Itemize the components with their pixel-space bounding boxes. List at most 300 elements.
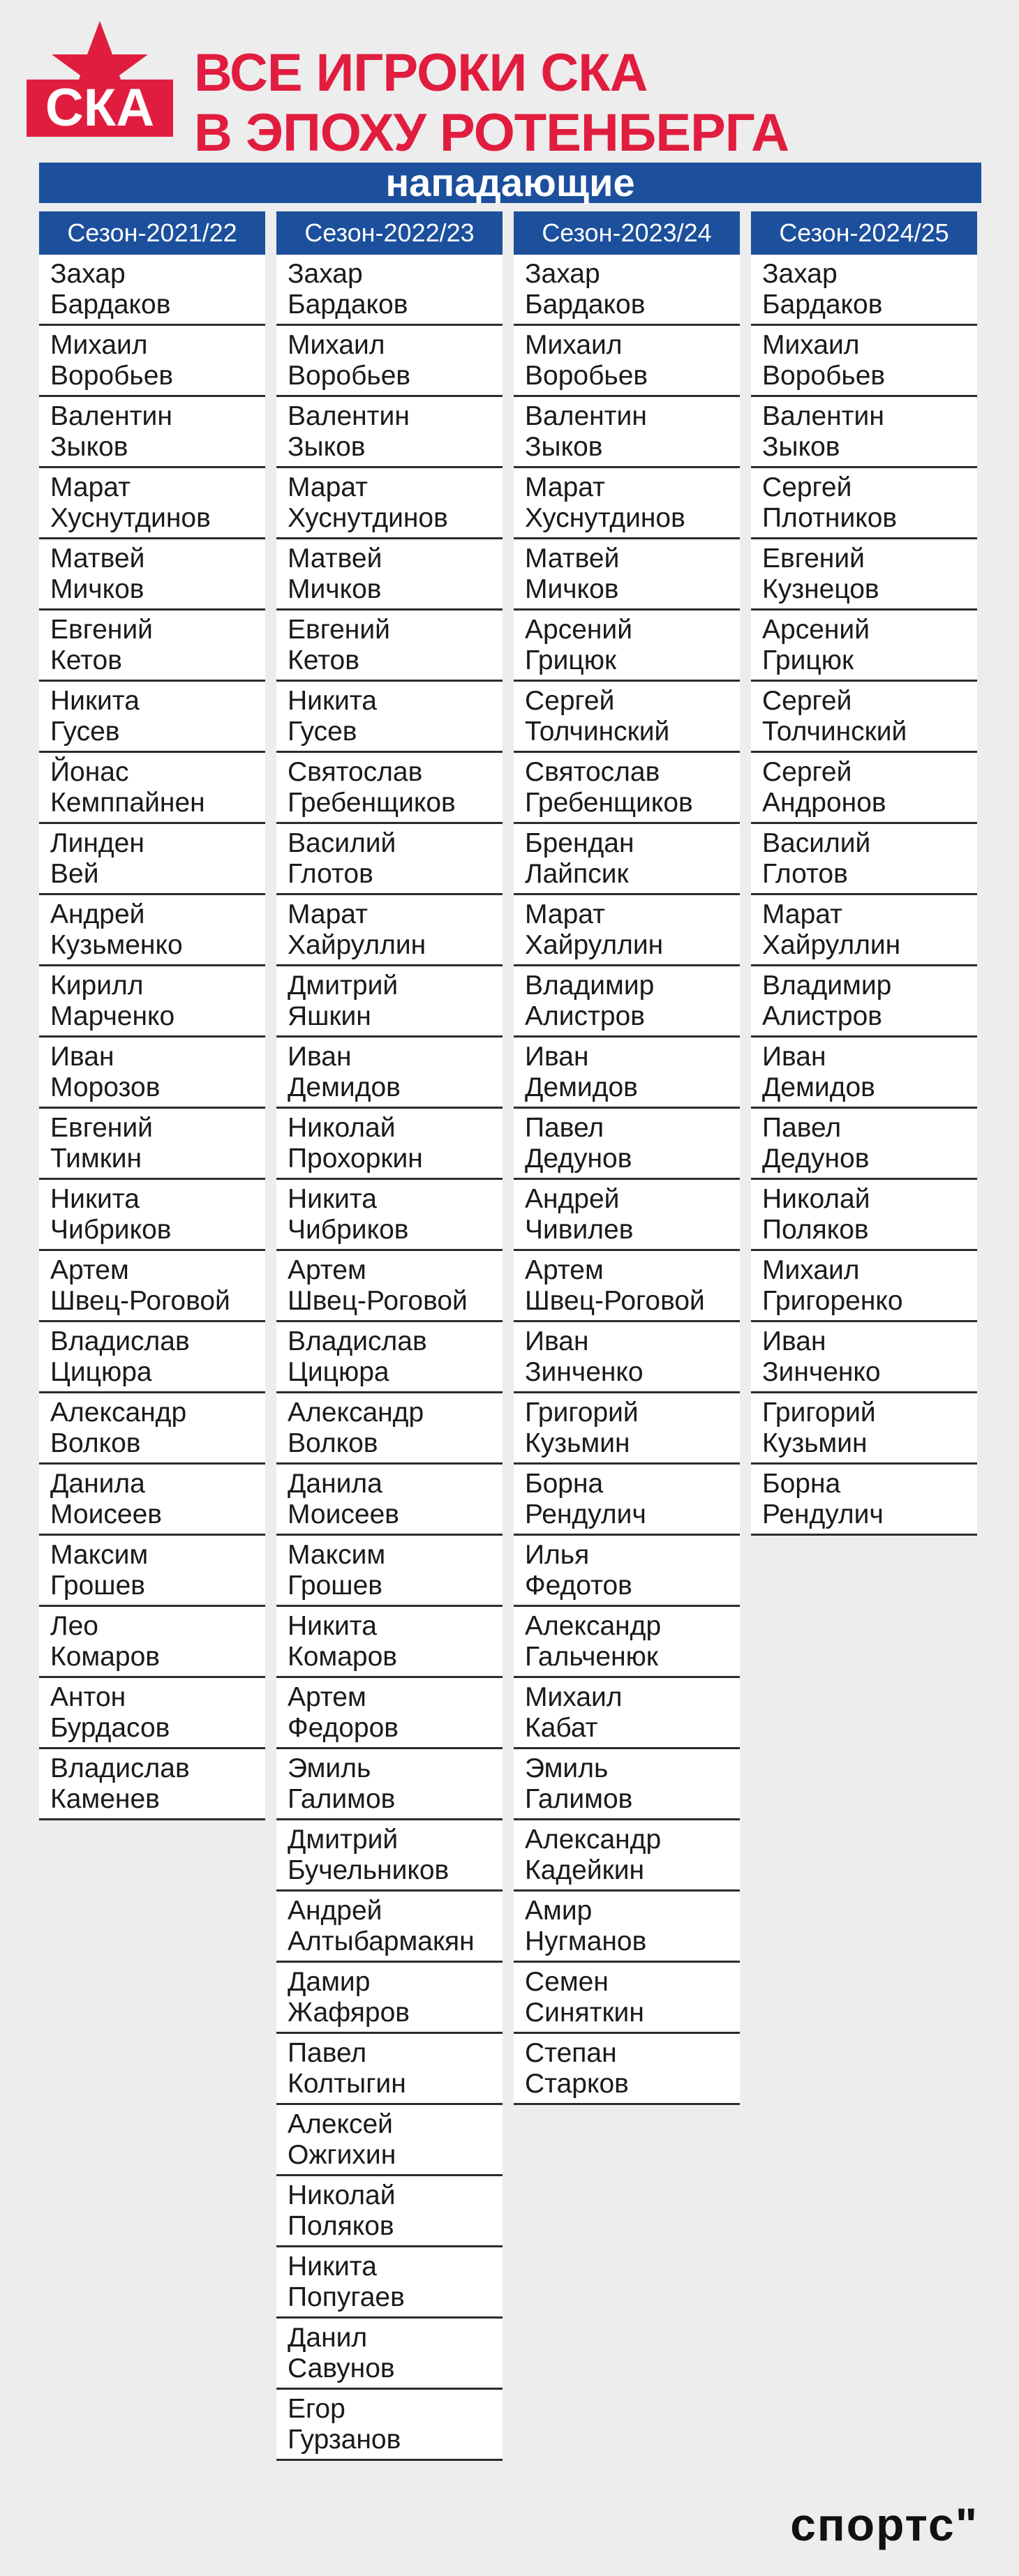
player-first-name: Данил <box>288 2322 368 2353</box>
player-cell <box>276 2105 503 2176</box>
player-last-name: Воробьев <box>525 360 648 391</box>
player-cell <box>39 895 265 966</box>
player-last-name: Федоров <box>288 1712 399 1743</box>
player-first-name: Валентин <box>525 400 647 431</box>
player-first-name: Михаил <box>525 329 623 360</box>
player-first-name: Сергей <box>762 756 852 787</box>
player-first-name: Николай <box>762 1183 870 1214</box>
player-cell <box>39 1038 265 1109</box>
player-last-name: Кабат <box>525 1712 598 1743</box>
player-first-name: Никита <box>288 1183 377 1214</box>
player-last-name: Зыков <box>525 431 603 462</box>
player-first-name: Иван <box>525 1041 589 1072</box>
player-cell <box>751 255 977 326</box>
player-last-name: Глотов <box>762 858 848 889</box>
player-last-name: Зыков <box>288 431 366 462</box>
player-last-name: Каменев <box>50 1783 160 1814</box>
player-last-name: Дедунов <box>525 1143 632 1174</box>
player-first-name: Арсений <box>525 614 633 645</box>
player-first-name: Владимир <box>762 970 892 1001</box>
player-last-name: Старков <box>525 2068 629 2099</box>
player-cell <box>276 1251 503 1322</box>
player-last-name: Гусев <box>288 716 357 747</box>
player-cell <box>276 1678 503 1749</box>
player-last-name: Галимов <box>288 1783 396 1814</box>
player-cell <box>276 1465 503 1536</box>
player-cell <box>39 1536 265 1607</box>
page-title <box>194 43 789 163</box>
player-first-name: Дмитрий <box>288 970 399 1001</box>
player-last-name: Швец-Роговой <box>50 1285 230 1316</box>
season-header: Сезон-2022/23 <box>276 211 503 255</box>
player-cell <box>751 966 977 1038</box>
player-last-name: Ожгихин <box>288 2139 396 2170</box>
player-cell <box>514 1393 740 1465</box>
player-last-name: Морозов <box>50 1072 161 1102</box>
player-first-name: Лео <box>50 1610 98 1641</box>
player-cell <box>514 326 740 397</box>
player-last-name: Поляков <box>762 1214 869 1245</box>
player-last-name: Хуснутдинов <box>50 502 211 533</box>
player-first-name: Максим <box>50 1539 149 1570</box>
player-cell <box>276 539 503 611</box>
player-last-name: Кузнецов <box>762 574 879 604</box>
player-first-name: Марат <box>525 899 606 929</box>
player-first-name: Илья <box>525 1539 590 1570</box>
player-last-name: Глотов <box>288 858 373 889</box>
player-last-name: Хуснутдинов <box>525 502 685 533</box>
player-last-name: Гурзанов <box>288 2424 401 2455</box>
player-cell <box>751 1322 977 1393</box>
player-cell <box>276 753 503 824</box>
player-first-name: Никита <box>288 685 377 716</box>
player-cell <box>276 2319 503 2390</box>
player-last-name: Андронов <box>762 787 886 818</box>
player-last-name: Кемппайнен <box>50 787 205 818</box>
player-first-name: Егор <box>288 2393 345 2424</box>
player-cell <box>39 1322 265 1393</box>
player-first-name: Брендан <box>525 828 634 858</box>
player-last-name: Гребенщиков <box>525 787 693 818</box>
player-cell <box>276 611 503 682</box>
player-first-name: Марат <box>288 472 369 502</box>
player-cell <box>514 1678 740 1749</box>
player-last-name: Хуснутдинов <box>288 502 448 533</box>
player-last-name: Цицюра <box>288 1356 389 1387</box>
player-cell <box>39 1109 265 1180</box>
player-cell <box>276 1109 503 1180</box>
player-last-name: Бардаков <box>762 289 883 320</box>
player-first-name: Йонас <box>50 756 129 787</box>
player-last-name: Кузьменко <box>50 929 183 960</box>
player-first-name: Александр <box>525 1610 662 1641</box>
player-first-name: Линден <box>50 828 144 858</box>
player-cell <box>514 1820 740 1892</box>
player-last-name: Попугаев <box>288 2282 405 2312</box>
player-cell <box>276 1820 503 1892</box>
player-first-name: Андрей <box>50 899 145 929</box>
player-last-name: Грошев <box>50 1570 146 1601</box>
player-cell <box>276 1892 503 1963</box>
player-first-name: Сергей <box>525 685 615 716</box>
player-last-name: Нугманов <box>525 1926 647 1956</box>
player-first-name: Эмиль <box>525 1753 609 1783</box>
player-cell <box>39 1749 265 1820</box>
player-last-name: Мичков <box>50 574 144 604</box>
player-first-name: Марат <box>50 472 131 502</box>
player-last-name: Зинченко <box>525 1356 644 1387</box>
player-cell <box>276 397 503 468</box>
player-cell <box>751 611 977 682</box>
player-first-name: Николай <box>288 2180 396 2210</box>
player-last-name: Савунов <box>288 2353 395 2383</box>
player-cell <box>39 468 265 539</box>
player-cell <box>514 753 740 824</box>
player-last-name: Толчинский <box>762 716 907 747</box>
player-last-name: Мичков <box>288 574 382 604</box>
player-first-name: Эмиль <box>288 1753 371 1783</box>
season-header: Сезон-2023/24 <box>514 211 740 255</box>
player-cell <box>276 326 503 397</box>
player-first-name: Павел <box>288 2037 367 2068</box>
player-first-name: Михаил <box>762 329 860 360</box>
player-first-name: Артем <box>50 1255 129 1285</box>
player-last-name: Рендулич <box>525 1499 646 1529</box>
player-cell <box>514 255 740 326</box>
player-last-name: Грицюк <box>762 645 854 675</box>
player-cell <box>276 966 503 1038</box>
player-first-name: Андрей <box>288 1895 382 1926</box>
player-first-name: Владислав <box>288 1326 427 1356</box>
player-cell <box>39 753 265 824</box>
player-last-name: Колтыгин <box>288 2068 406 2099</box>
player-cell <box>39 1607 265 1678</box>
player-cell <box>39 397 265 468</box>
player-cell <box>276 895 503 966</box>
player-first-name: Никита <box>288 1610 377 1641</box>
player-first-name: Марат <box>762 899 843 929</box>
player-last-name: Зинченко <box>762 1356 881 1387</box>
player-last-name: Демидов <box>762 1072 875 1102</box>
player-cell <box>276 1393 503 1465</box>
player-first-name: Сергей <box>762 685 852 716</box>
player-last-name: Рендулич <box>762 1499 884 1529</box>
title-line-2: В ЭПОХУ РОТЕНБЕРГА <box>194 103 789 163</box>
player-first-name: Михаил <box>50 329 148 360</box>
player-last-name: Григоренко <box>762 1285 903 1316</box>
player-cell <box>276 1536 503 1607</box>
player-first-name: Михаил <box>525 1682 623 1712</box>
player-first-name: Максим <box>288 1539 386 1570</box>
player-last-name: Грицюк <box>525 645 617 675</box>
title-line-1: ВСЕ ИГРОКИ СКА <box>194 43 648 103</box>
player-cell <box>751 1038 977 1109</box>
player-last-name: Хайруллин <box>288 929 426 960</box>
player-cell <box>276 255 503 326</box>
player-last-name: Зыков <box>762 431 840 462</box>
header <box>0 0 1019 163</box>
player-first-name: Данила <box>50 1468 145 1499</box>
player-last-name: Кадейкин <box>525 1855 645 1885</box>
player-first-name: Никита <box>288 2251 377 2282</box>
player-last-name: Цицюра <box>50 1356 152 1387</box>
player-first-name: Василий <box>288 828 396 858</box>
player-first-name: Матвей <box>288 543 382 574</box>
player-cell <box>514 682 740 753</box>
player-first-name: Василий <box>762 828 871 858</box>
player-last-name: Чивилев <box>525 1214 634 1245</box>
player-first-name: Борна <box>525 1468 604 1499</box>
season-column <box>39 211 265 1820</box>
player-first-name: Андрей <box>525 1183 620 1214</box>
player-first-name: Иван <box>762 1326 826 1356</box>
player-cell <box>39 682 265 753</box>
player-cell <box>514 824 740 895</box>
player-first-name: Александр <box>288 1397 424 1428</box>
player-cell <box>39 1393 265 1465</box>
player-cell <box>751 539 977 611</box>
player-last-name: Бардаков <box>50 289 171 320</box>
player-last-name: Гребенщиков <box>288 787 456 818</box>
player-last-name: Кузьмин <box>525 1428 630 1458</box>
sports-brand-logo: спортс" <box>790 2499 979 2550</box>
player-first-name: Артем <box>525 1255 604 1285</box>
player-cell <box>514 468 740 539</box>
player-first-name: Павел <box>525 1112 604 1143</box>
player-cell <box>276 2034 503 2105</box>
player-first-name: Михаил <box>288 329 385 360</box>
player-last-name: Алтыбармакян <box>288 1926 475 1956</box>
player-first-name: Захар <box>50 258 126 289</box>
player-last-name: Прохоркин <box>288 1143 423 1174</box>
player-cell <box>276 1963 503 2034</box>
player-first-name: Святослав <box>288 756 423 787</box>
player-cell <box>751 682 977 753</box>
player-first-name: Кирилл <box>50 970 144 1001</box>
player-cell <box>514 397 740 468</box>
player-last-name: Зыков <box>50 431 128 462</box>
player-first-name: Степан <box>525 2037 617 2068</box>
player-cell <box>751 824 977 895</box>
season-column <box>276 211 503 2461</box>
player-cell <box>276 1607 503 1678</box>
season-column <box>514 211 740 2105</box>
player-last-name: Грошев <box>288 1570 383 1601</box>
player-last-name: Тимкин <box>50 1143 142 1174</box>
player-first-name: Арсений <box>762 614 870 645</box>
player-last-name: Толчинский <box>525 716 670 747</box>
player-first-name: Иван <box>762 1041 826 1072</box>
player-cell <box>751 397 977 468</box>
position-banner: нападающие <box>39 163 981 203</box>
player-cell <box>39 1251 265 1322</box>
player-first-name: Григорий <box>762 1397 876 1428</box>
player-last-name: Яшкин <box>288 1001 371 1031</box>
player-cell <box>751 1393 977 1465</box>
player-last-name: Жафяров <box>288 1997 410 2028</box>
player-cell <box>39 824 265 895</box>
player-first-name: Борна <box>762 1468 841 1499</box>
player-cell <box>514 1251 740 1322</box>
player-first-name: Семен <box>525 1966 609 1997</box>
player-last-name: Демидов <box>288 1072 401 1102</box>
player-first-name: Матвей <box>525 543 620 574</box>
player-first-name: Марат <box>525 472 606 502</box>
player-first-name: Матвей <box>50 543 145 574</box>
player-cell <box>514 966 740 1038</box>
player-last-name: Чибриков <box>288 1214 409 1245</box>
player-cell <box>276 468 503 539</box>
ska-logo-icon <box>27 20 173 159</box>
player-last-name: Поляков <box>288 2210 394 2241</box>
player-cell <box>276 1749 503 1820</box>
player-last-name: Бучельников <box>288 1855 449 1885</box>
player-last-name: Комаров <box>50 1641 161 1672</box>
player-first-name: Дмитрий <box>288 1824 399 1855</box>
player-first-name: Иван <box>288 1041 352 1072</box>
player-first-name: Евгений <box>50 1112 153 1143</box>
player-first-name: Артем <box>288 1682 366 1712</box>
player-cell <box>276 682 503 753</box>
player-last-name: Воробьев <box>50 360 174 391</box>
player-first-name: Владимир <box>525 970 655 1001</box>
player-first-name: Алексей <box>288 2109 393 2139</box>
player-cell <box>751 1180 977 1251</box>
player-last-name: Бардаков <box>288 289 408 320</box>
player-first-name: Никита <box>50 685 140 716</box>
player-first-name: Михаил <box>762 1255 860 1285</box>
player-cell <box>751 1109 977 1180</box>
player-last-name: Кетов <box>288 645 359 675</box>
player-cell <box>514 1322 740 1393</box>
player-first-name: Захар <box>525 258 600 289</box>
player-last-name: Федотов <box>525 1570 632 1601</box>
player-cell <box>39 966 265 1038</box>
player-last-name: Бурдасов <box>50 1712 170 1743</box>
player-cell <box>751 1251 977 1322</box>
player-cell <box>39 326 265 397</box>
player-first-name: Артем <box>288 1255 366 1285</box>
player-first-name: Святослав <box>525 756 660 787</box>
player-last-name: Комаров <box>288 1641 398 1672</box>
player-cell <box>276 1038 503 1109</box>
player-last-name: Плотников <box>762 502 898 533</box>
player-first-name: Иван <box>525 1326 589 1356</box>
player-cell <box>276 2247 503 2319</box>
player-cell <box>514 611 740 682</box>
player-last-name: Кетов <box>50 645 122 675</box>
season-column <box>751 211 977 1536</box>
player-first-name: Евгений <box>762 543 865 574</box>
player-first-name: Александр <box>50 1397 187 1428</box>
player-cell <box>751 1465 977 1536</box>
season-header: Сезон-2024/25 <box>751 211 977 255</box>
player-last-name: Волков <box>288 1428 378 1458</box>
player-first-name: Валентин <box>50 400 172 431</box>
player-last-name: Моисеев <box>50 1499 162 1529</box>
player-last-name: Хайруллин <box>525 929 664 960</box>
player-cell <box>514 895 740 966</box>
player-first-name: Данила <box>288 1468 382 1499</box>
player-first-name: Евгений <box>288 614 390 645</box>
player-last-name: Марченко <box>50 1001 175 1031</box>
player-first-name: Никита <box>50 1183 140 1214</box>
player-cell <box>39 1678 265 1749</box>
player-cell <box>514 539 740 611</box>
player-first-name: Дамир <box>288 1966 371 1997</box>
player-first-name: Александр <box>525 1824 662 1855</box>
player-last-name: Синяткин <box>525 1997 644 2028</box>
player-first-name: Григорий <box>525 1397 639 1428</box>
season-header: Сезон-2021/22 <box>39 211 265 255</box>
player-last-name: Кузьмин <box>762 1428 868 1458</box>
player-last-name: Алистров <box>525 1001 646 1031</box>
player-last-name: Воробьев <box>288 360 411 391</box>
player-first-name: Владислав <box>50 1326 190 1356</box>
player-cell <box>276 2390 503 2461</box>
player-last-name: Вей <box>50 858 99 889</box>
player-cell <box>39 1465 265 1536</box>
player-cell <box>39 539 265 611</box>
player-last-name: Чибриков <box>50 1214 172 1245</box>
player-cell <box>514 1109 740 1180</box>
player-cell <box>751 468 977 539</box>
player-last-name: Бардаков <box>525 289 646 320</box>
player-first-name: Павел <box>762 1112 842 1143</box>
player-last-name: Волков <box>50 1428 141 1458</box>
player-cell <box>514 1749 740 1820</box>
player-cell <box>39 255 265 326</box>
player-cell <box>39 611 265 682</box>
player-last-name: Галимов <box>525 1783 633 1814</box>
player-cell <box>514 1536 740 1607</box>
player-last-name: Демидов <box>525 1072 638 1102</box>
player-first-name: Антон <box>50 1682 126 1712</box>
player-last-name: Моисеев <box>288 1499 399 1529</box>
player-last-name: Дедунов <box>762 1143 870 1174</box>
player-first-name: Владислав <box>50 1753 190 1783</box>
player-cell <box>514 2034 740 2105</box>
player-cell <box>751 753 977 824</box>
player-first-name: Амир <box>525 1895 593 1926</box>
player-first-name: Сергей <box>762 472 852 502</box>
player-first-name: Валентин <box>762 400 884 431</box>
player-last-name: Швец-Роговой <box>288 1285 468 1316</box>
player-cell <box>514 1180 740 1251</box>
player-last-name: Хайруллин <box>762 929 901 960</box>
player-cell <box>751 895 977 966</box>
player-first-name: Николай <box>288 1112 396 1143</box>
player-cell <box>514 1607 740 1678</box>
player-first-name: Марат <box>288 899 369 929</box>
player-first-name: Захар <box>288 258 363 289</box>
player-cell <box>514 1963 740 2034</box>
player-first-name: Валентин <box>288 400 410 431</box>
player-cell <box>276 1180 503 1251</box>
player-cell <box>276 824 503 895</box>
player-cell <box>276 1322 503 1393</box>
player-first-name: Захар <box>762 258 838 289</box>
player-last-name: Гусев <box>50 716 120 747</box>
player-cell <box>514 1892 740 1963</box>
player-first-name: Евгений <box>50 614 153 645</box>
player-first-name: Иван <box>50 1041 114 1072</box>
player-last-name: Гальченюк <box>525 1641 658 1672</box>
player-cell <box>39 1180 265 1251</box>
player-last-name: Воробьев <box>762 360 886 391</box>
player-cell <box>514 1465 740 1536</box>
player-cell <box>276 2176 503 2247</box>
